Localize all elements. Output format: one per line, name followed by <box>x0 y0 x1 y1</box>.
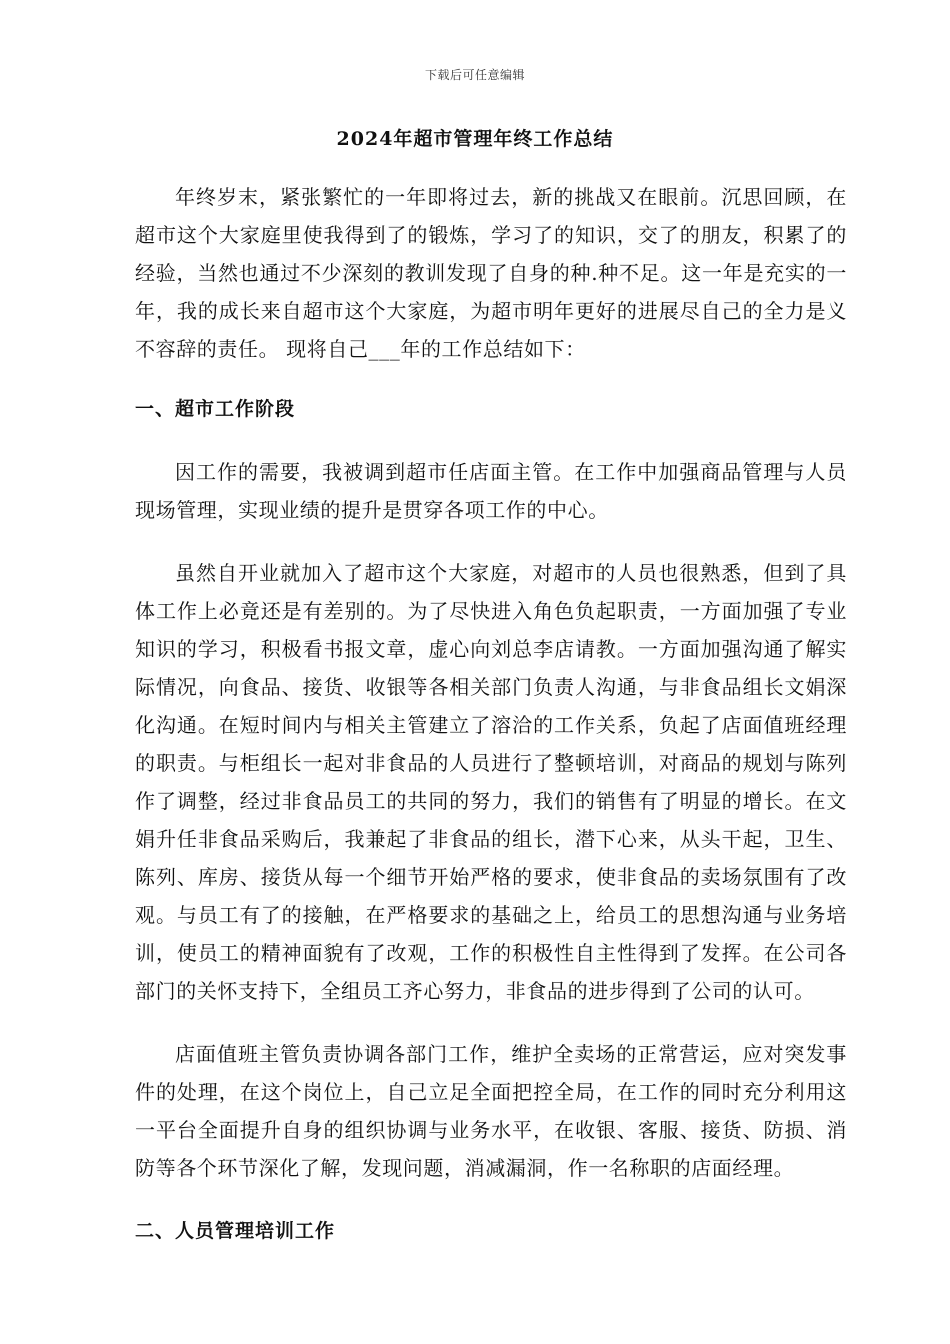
section-1-heading: 一、超市工作阶段 <box>135 398 296 420</box>
document-title: 2024年超市管理年终工作总结 <box>336 128 614 150</box>
header-note: 下载后可任意编辑 <box>424 68 525 82</box>
section-2-heading: 二、人员管理培训工作 <box>135 1220 336 1242</box>
intro-paragraph: 年终岁末，紧张繁忙的一年即将过去，新的挑战又在眼前。沉思回顾，在超市这个大家庭里使我得到了的锻炼，学习了的知识，交了的朋友，积累了的经验，当然也通过不少深刻的教训发现了自身的种.种不足。这一年是充实的一年，我的成长来自超市这个大家庭，为超市明年更好的进展尽自己的全力是义不容辞的责任。 现将自己___年的工作总结如下： <box>135 185 847 361</box>
section-1-paragraph-3: 店面值班主管负责协调各部门工作，维护全卖场的正常营运，应对突发事件的处理，在这个岗位上，自己立足全面把控全局，在工作的同时充分利用这一平台全面提升自身的组织协调与业务水平，在收银、客服、接货、防损、消防等各个环节深化了解，发现问题，消减漏洞，作一名称职的店面经理。 <box>135 1042 847 1180</box>
section-1-paragraph-2: 虽然自开业就加入了超市这个大家庭，对超市的人员也很熟悉，但到了具体工作上必竟还是有差别的。为了尽快进入角色负起职责，一方面加强了专业知识的学习，积极看书报文章，虚心向刘总李店请教。一方面加强沟通了解实际情况，向食品、接货、收银等各相关部门负责人沟通，与非食品组长文娟深化沟通。在短时间内与相关主管建立了溶洽的工作关系，负起了店面值班经理的职责。与柜组长一起对非食品的人员进行了整顿培训，对商品的规划与陈列作了调整，经过非食品员工的共同的努力，我们的销售有了明显的增长。在文娟升任非食品采购后，我兼起了非食品的组长，潜下心来，从头干起，卫生、陈列、库房、接货从每一个细节开始严格的要求，使非食品的卖场氛围有了改观。与员工有了的接触，在严格要求的基础之上，给员工的思想沟通与业务培训，使员工的精神面貌有了改观，工作的积极性自主性得到了发挥。在公司各部门的关怀支持下，全组员工齐心努力，非食品的进步得到了公司的认可。 <box>135 561 847 1003</box>
section-1-paragraph-1: 因工作的需要，我被调到超市任店面主管。在工作中加强商品管理与人员现场管理，实现业绩的提升是贯穿各项工作的中心。 <box>135 460 847 522</box>
document-body <box>135 178 847 1250</box>
